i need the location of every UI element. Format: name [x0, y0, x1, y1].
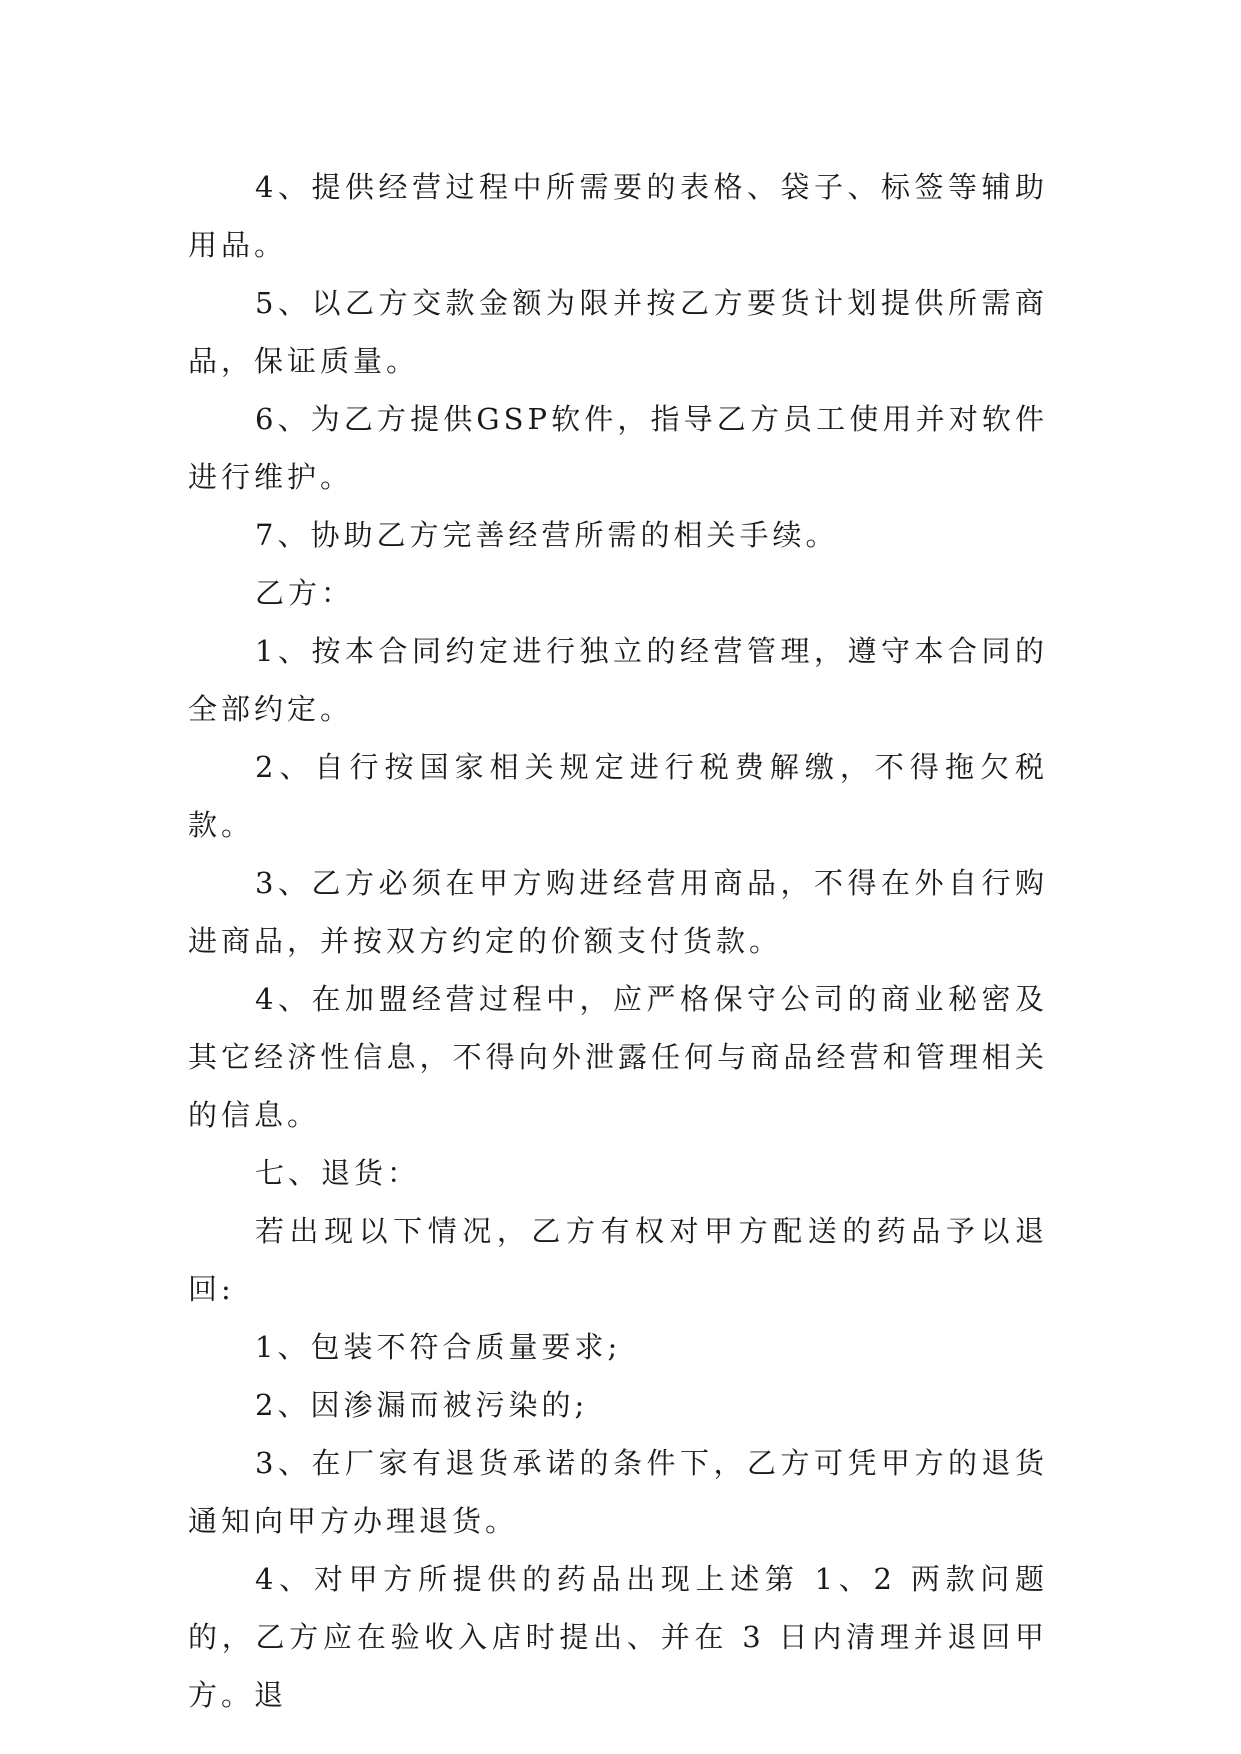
paragraph-supply-forms: 4、提供经营过程中所需要的表格、袋子、标签等辅助用品。 [188, 170, 1048, 262]
list-item-contamination: 2、因渗漏而被污染的; [255, 1388, 589, 1422]
paragraph-tax-payment: 2、自行按国家相关规定进行税费解缴，不得拖欠税款。 [188, 750, 1048, 842]
list-item-manufacturer-return: 3、在厂家有退货承诺的条件下，乙方可凭甲方的退货通知向甲方办理退货。 [188, 1446, 1048, 1538]
section-heading-returns: 七、退货： [255, 1156, 421, 1190]
paragraph-confidentiality: 4、在加盟经营过程中，应严格保守公司的商业秘密及其它经济性信息，不得向外泄露任何与商品经营和管理相关的信息。 [188, 982, 1048, 1132]
paragraph-gsp-software: 6、为乙方提供GSP软件，指导乙方员工使用并对软件进行维护。 [188, 402, 1048, 494]
paragraph-supply-goods: 5、以乙方交款金额为限并按乙方要货计划提供所需商品，保证质量。 [188, 286, 1048, 378]
paragraph-independent-management: 1、按本合同约定进行独立的经营管理，遵守本合同的全部约定。 [188, 634, 1048, 726]
party-b-heading: 乙方： [255, 576, 355, 610]
document-body [188, 158, 1048, 1724]
paragraph-purchase-from-a: 3、乙方必须在甲方购进经营用商品，不得在外自行购进商品，并按双方约定的价额支付货款。 [188, 866, 1048, 958]
paragraph-return-conditions: 若出现以下情况，乙方有权对甲方配送的药品予以退回: [188, 1214, 1048, 1306]
list-item-packaging: 1、包装不符合质量要求; [255, 1330, 622, 1364]
paragraph-assist-procedures: 7、协助乙方完善经营所需的相关手续。 [255, 518, 839, 552]
list-item-return-deadline: 4、对甲方所提供的药品出现上述第 1、2 两款问题的，乙方应在验收入店时提出、并在 3 日内清理并退回甲方。退 [188, 1562, 1048, 1712]
